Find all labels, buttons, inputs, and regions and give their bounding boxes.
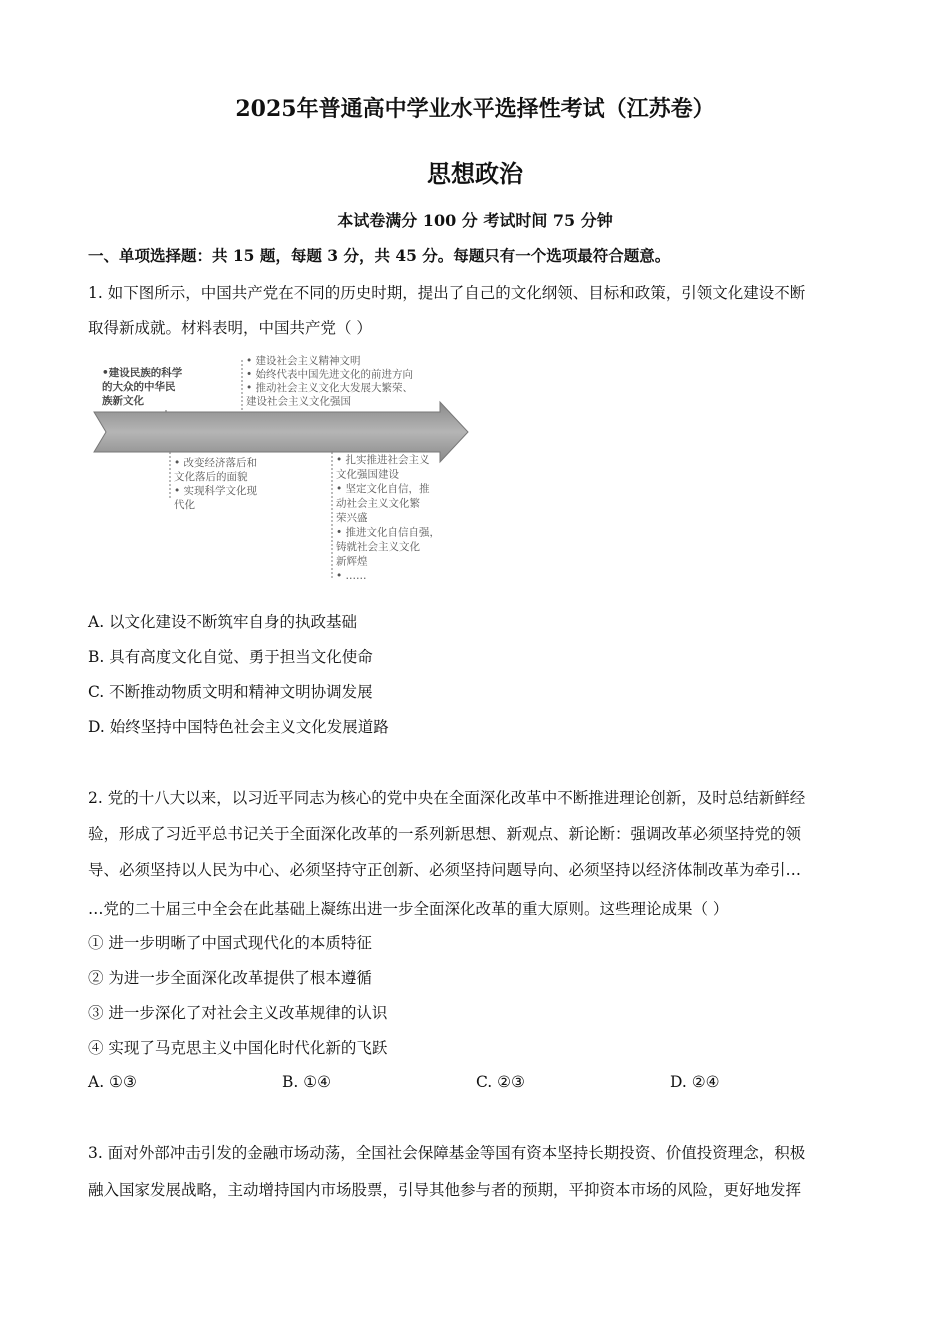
figure-text-line: • 推进文化自信自强， [336, 526, 441, 539]
q2-option-d: D. ②④ [670, 1073, 720, 1091]
q1-option-d: D. 始终坚持中国特色社会主义文化发展道路 [88, 718, 389, 736]
q2-stem-line-1: 2. 党的十八大以来，以习近平同志为核心的党中央在全面深化改革中不断推进理论创新，及时总结新鲜经 [88, 789, 806, 807]
q2-option-b: B. ①④ [282, 1073, 332, 1091]
figure-text-line: 动社会主义文化繁 [336, 497, 420, 510]
figure-text-line: 新辉煌 [336, 555, 368, 568]
q3-stem-line-1: 3. 面对外部冲击引发的金融市场动荡，全国社会保障基金等国有资本坚持长期投资、价值投资理念，积极 [88, 1144, 806, 1162]
q2-item-2: ② 为进一步全面深化改革提供了根本遵循 [88, 969, 372, 987]
q2-stem-line-2: 验，形成了习近平总书记关于全面深化改革的一系列新思想、新观点、新论断：强调改革必须坚持党的领 [88, 825, 802, 843]
q2-option-c: C. ②③ [476, 1073, 525, 1091]
figure-text-line: 铸就社会主义文化 [336, 541, 420, 553]
q1-option-a: A. 以文化建设不断筑牢自身的执政基础 [88, 613, 358, 631]
q2-stem-line-3: 导、必须坚持以人民为中心、必须坚持守正创新、必须坚持问题导向、必须坚持以经济体制改革为牵引… [88, 861, 802, 879]
q1-stem-line-1: 1. 如下图所示，中国共产党在不同的历史时期，提出了自己的文化纲领、目标和政策，引领文化建设不断 [88, 284, 806, 302]
figure-text-line: • 始终代表中国先进文化的前进方向 [246, 368, 414, 381]
figure-text-line: • 实现科学文化现 [174, 485, 258, 497]
figure-top-left-text [102, 366, 183, 407]
q2-option-a: A. ①③ [88, 1073, 137, 1091]
q2-item-3: ③ 进一步深化了对社会主义改革规律的认识 [88, 1004, 388, 1022]
figure-text-line: •建设民族的科学 [102, 367, 183, 379]
q1-option-c: C. 不断推动物质文明和精神文明协调发展 [88, 683, 373, 701]
figure-text-line: • 建设社会主义精神文明 [246, 355, 361, 367]
figure-text-line: 荣兴盛 [336, 512, 368, 524]
timeline-arrow [94, 402, 468, 462]
figure-text-line: • 坚定文化自信，推 [336, 483, 430, 495]
figure-text-line: • 推动社会主义文化大发展大繁荣、 [246, 382, 414, 394]
q2-item-1: ① 进一步明晰了中国式现代化的本质特征 [88, 934, 372, 952]
q1-stem-line-2: 取得新成就。材料表明，中国共产党（ ） [88, 319, 372, 337]
q2-item-4: ④ 实现了马克思主义中国化时代化新的飞跃 [88, 1039, 388, 1057]
section-heading: 一、单项选择题：共 15 题，每题 3 分，共 45 分。每题只有一个选项最符合题意。 [88, 246, 671, 265]
exam-title: 2025年普通高中学业水平选择性考试（江苏卷） [235, 96, 715, 122]
q1-option-b: B. 具有高度文化自觉、勇于担当文化使命 [88, 648, 373, 666]
figure-bottom-right-text [336, 453, 440, 582]
figure-text-line: 的大众的中华民 [102, 381, 176, 393]
q2-stem-line-4: …党的二十届三中全会在此基础上凝练出进一步全面深化改革的重大原则。这些理论成果（ ） [88, 900, 729, 918]
figure-text-line: 代化 [174, 499, 195, 511]
culture-timeline-figure [92, 350, 472, 582]
figure-text-line: 建设社会主义文化强国 [246, 395, 351, 408]
figure-text-line: • 扎实推进社会主义 [336, 454, 430, 466]
figure-text-line: • 改变经济落后和 [174, 457, 258, 469]
q3-stem-line-2: 融入国家发展战略，主动增持国内市场股票，引导其他参与者的预期，平抑资本市场的风险，更好地发挥 [88, 1181, 802, 1199]
figure-text-line: 族新文化 [102, 395, 144, 407]
figure-text-line: 文化强国建设 [336, 468, 399, 481]
exam-info: 本试卷满分 100 分 考试时间 75 分钟 [337, 211, 613, 230]
figure-bottom-left-text [174, 456, 258, 511]
figure-top-right-text [246, 354, 413, 408]
figure-text-line: 文化落后的面貌 [174, 471, 248, 483]
subject-title: 思想政治 [427, 159, 523, 188]
figure-text-line: • …… [336, 570, 367, 582]
